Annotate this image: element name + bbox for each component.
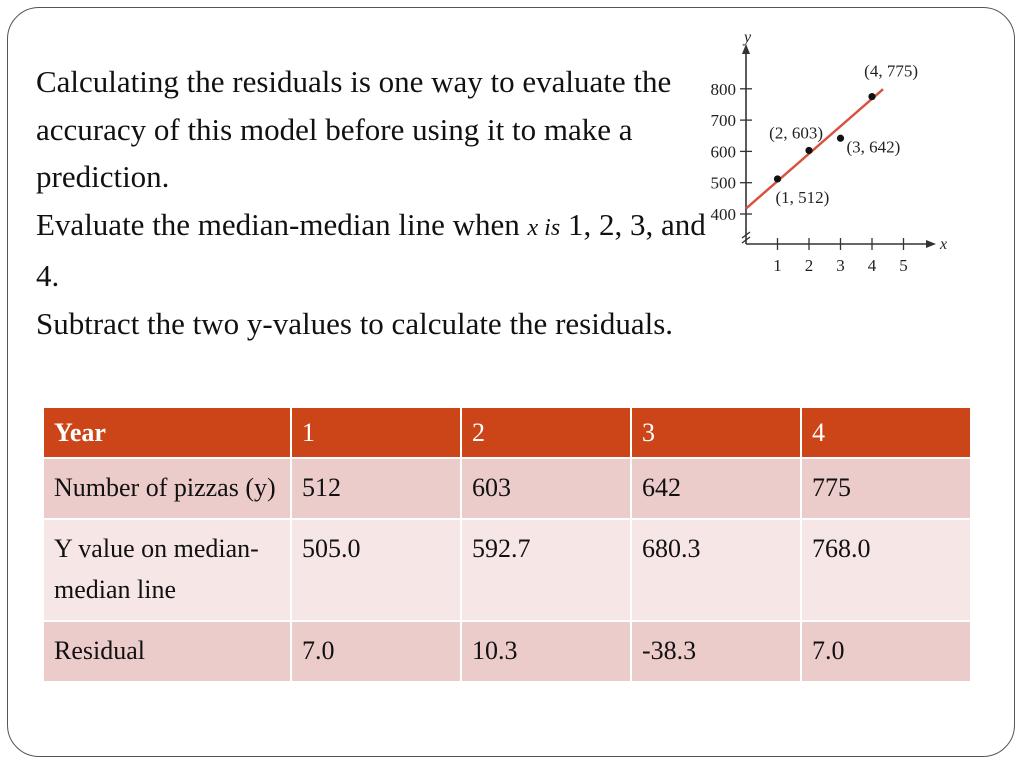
- row-label: Y value on median-median line: [43, 519, 291, 621]
- y-tick-label: 500: [710, 173, 736, 193]
- row-label: Residual: [43, 621, 291, 682]
- table-header-row: [43, 407, 971, 458]
- y-tick-label: 400: [710, 205, 736, 224]
- table-cell: 775: [801, 458, 971, 519]
- y-tick-label: 600: [710, 142, 736, 162]
- data-point: [805, 147, 812, 154]
- table-cell: 10.3: [461, 621, 631, 682]
- x-tick-label: 2: [804, 256, 814, 275]
- chart-svg: [690, 30, 960, 280]
- x-tick-label: 3: [836, 256, 845, 275]
- header-cell: 4: [801, 407, 971, 458]
- point-label: (3, 642): [846, 137, 901, 157]
- table-row-median-line: [43, 519, 971, 621]
- y-axis-label: y: [744, 29, 752, 46]
- data-point: [774, 175, 781, 182]
- table-cell: 642: [631, 458, 801, 519]
- point-label: (4, 775): [864, 61, 918, 81]
- subtract-text: Subtract the two y-values to calculate the residuals.: [36, 305, 674, 341]
- evaluate-text-end: 1, 2, 3, and 4.: [36, 206, 706, 293]
- paragraph-intro: [36, 58, 726, 201]
- x-tick-label: 1: [773, 256, 782, 275]
- table-cell: 768.0: [801, 519, 971, 621]
- data-point: [837, 135, 844, 142]
- paragraph-subtract: [36, 300, 726, 348]
- x-axis-label: x: [940, 236, 948, 253]
- table-cell: 512: [291, 458, 461, 519]
- table-cell: 7.0: [801, 621, 971, 682]
- header-cell-year: Year: [43, 407, 291, 458]
- paragraph-evaluate: [36, 201, 726, 300]
- table-cell: 603: [461, 458, 631, 519]
- table-cell: 7.0: [291, 621, 461, 682]
- header-cell: 1: [291, 407, 461, 458]
- header-cell: 3: [631, 407, 801, 458]
- evaluate-text-variable: x is: [527, 214, 561, 241]
- residuals-table: [42, 406, 972, 683]
- point-label: (2, 603): [769, 123, 823, 143]
- header-cell: 2: [461, 407, 631, 458]
- table-cell: 505.0: [291, 519, 461, 621]
- table-row-residual: [43, 621, 971, 682]
- data-point: [868, 93, 875, 100]
- table-cell: -38.3: [631, 621, 801, 682]
- x-tick-label: 5: [899, 256, 908, 275]
- evaluate-text-start: Evaluate the median-median line when: [36, 206, 528, 242]
- x-axis-arrow: [926, 240, 936, 248]
- table-cell: 680.3: [631, 519, 801, 621]
- point-label: (1, 512): [775, 187, 830, 207]
- scatter-chart: [690, 30, 960, 280]
- table-cell: 592.7: [461, 519, 631, 621]
- slide-body-text: [36, 58, 726, 347]
- row-label: Number of pizzas (y): [43, 458, 291, 519]
- table-row-pizzas: [43, 458, 971, 519]
- y-tick-label: 800: [710, 79, 736, 99]
- intro-text: Calculating the residuals is one way to evaluate the accuracy of this model before using it to make a prediction.: [36, 64, 672, 194]
- x-tick-label: 4: [867, 256, 877, 275]
- y-tick-label: 700: [710, 111, 736, 131]
